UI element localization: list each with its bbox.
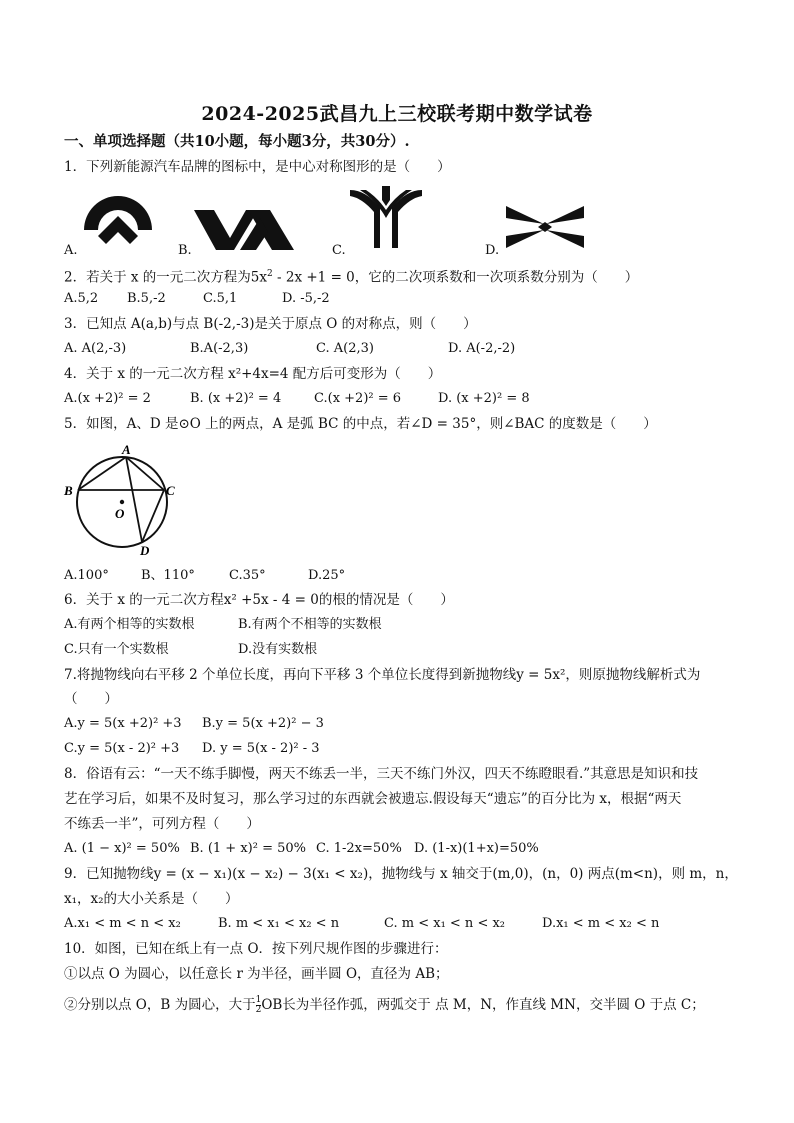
question-8-option-d: D. (1-x)(1+x)=50% bbox=[414, 841, 539, 856]
question-3-option-d: D. A(-2,-2) bbox=[448, 341, 516, 356]
question-9-option-a: A.x₁ < m < n < x₂ bbox=[64, 916, 181, 931]
question-3-option-a: A. A(2,-3) bbox=[64, 341, 127, 356]
fraction-one-half: $\frac{1}{2}$ bbox=[255, 995, 262, 1015]
question-7-option-d: D. y = 5(x - 2)² - 3 bbox=[202, 741, 320, 756]
question-1-label-a: A. bbox=[64, 243, 78, 258]
question-4-option-d: D. (x +2)² = 8 bbox=[438, 391, 530, 406]
point-label-c: C bbox=[166, 483, 175, 498]
question-6-option-a: A.有两个相等的实数根 bbox=[64, 617, 195, 632]
question-5-stem: 5．如图，A、D 是⊙O 上的两点，A 是弧 BC 的中点，若∠D = 35°，则∠BAC 的度数是（ ） bbox=[64, 416, 657, 432]
question-9-option-d: D.x₁ < m < x₂ < n bbox=[542, 916, 660, 931]
question-7-option-a: A.y = 5(x +2)² +3 bbox=[64, 716, 182, 731]
question-2-option-b: B.5,-2 bbox=[127, 291, 166, 306]
question-2-option-a: A.5,2 bbox=[64, 291, 99, 306]
question-2-option-d: D. -5,-2 bbox=[282, 291, 330, 306]
question-2-option-c: C.5,1 bbox=[203, 291, 238, 306]
question-9-option-b: B. m < x₁ < x₂ < n bbox=[218, 916, 340, 931]
question-10-line-3: ②分别以点 O，B 为圆心，大于 $\frac{1}{2}$ OB长为半径作弧，两弧交于 点 M，N，作直线 MN，交半圆 O 于点 C； bbox=[64, 995, 705, 1015]
question-1-stem: 1．下列新能源汽车品牌的图标中，是中心对称图形的是（ ） bbox=[64, 159, 451, 175]
question-10-line-1: 10．如图，已知在纸上有一点 O．按下列尺规作图的步骤进行： bbox=[64, 941, 448, 957]
point-label-b: B bbox=[64, 483, 73, 498]
question-4-option-b: B. (x +2)² = 4 bbox=[190, 391, 282, 406]
question-8-option-b: B. (1 + x)² = 50% bbox=[190, 841, 306, 856]
question-5-option-a: A.100° bbox=[64, 568, 109, 583]
question-7-option-b: B.y = 5(x +2)² − 3 bbox=[202, 716, 324, 731]
question-6-option-b: B.有两个不相等的实数根 bbox=[238, 617, 382, 632]
question-4-option-a: A.(x +2)² = 2 bbox=[64, 391, 151, 406]
question-9-option-c: C. m < x₁ < n < x₂ bbox=[384, 916, 506, 931]
logo-b-icon bbox=[194, 208, 296, 252]
question-3-stem: 3．已知点 A(a,b)与点 B(-2,-3)是关于原点 O 的对称点，则（ ） bbox=[64, 316, 477, 332]
question-6-stem: 6．关于 x 的一元二次方程x² +5x - 4 = 0的根的情况是（ ） bbox=[64, 592, 454, 608]
question-3-option-b: B.A(-2,3) bbox=[190, 341, 249, 356]
logo-d-icon bbox=[504, 204, 586, 250]
point-label-d: D bbox=[140, 543, 150, 558]
question-7-stem-continued: （ ） bbox=[64, 691, 118, 707]
question-8-line-3: 不练丢一半”，可列方程（ ） bbox=[64, 816, 260, 832]
question-8-option-c: C. 1-2x=50% bbox=[316, 841, 402, 856]
question-4-stem: 4．关于 x 的一元二次方程 x²+4x=4 配方后可变形为（ ） bbox=[64, 366, 442, 382]
question-3-option-c: C. A(2,3) bbox=[316, 341, 374, 356]
question-9-line-2: x₁，x₂的大小关系是（ ） bbox=[64, 891, 239, 907]
question-2-stem: 2．若关于 x 的一元二次方程为$5x^2 - 2x +1 = 0$，它的二次项系数和一次项系数分别为（ ） bbox=[64, 269, 639, 286]
logo-a-icon bbox=[80, 192, 156, 252]
question-1-label-b: B. bbox=[178, 243, 192, 258]
question-5-option-d: D.25° bbox=[308, 568, 346, 583]
point-label-o: O bbox=[115, 506, 125, 521]
question-9-line-1: 9．已知抛物线y = (x − x₁)(x − x₂) − 3(x₁ < x₂)，抛物线与 x 轴交于(m,0)，(n，0) 两点(m<n)，则 m，n， bbox=[64, 866, 738, 882]
question-8-line-1: 8．俗语有云：“一天不练手脚慢，两天不练丢一半，三天不练门外汉，四天不练瞪眼看.”其意思是知识和技 bbox=[64, 766, 699, 782]
question-1-label-d: D. bbox=[485, 243, 500, 258]
page-title: 2024-2025武昌九上三校联考期中数学试卷 bbox=[201, 103, 593, 125]
question-6-option-d: D.没有实数根 bbox=[238, 642, 318, 657]
question-10-line-2: ①以点 O 为圆心，以任意长 r 为半径，画半圆 O，直径为 AB； bbox=[64, 966, 449, 982]
question-8-line-2: 艺在学习后，如果不及时复习，那么学习过的东西就会被遗忘.假设每天“遗忘”的百分比为 x，根据“两天 bbox=[64, 791, 682, 807]
question-5-option-c: C.35° bbox=[229, 568, 266, 583]
question-7-stem: 7.将抛物线向右平移 2 个单位长度，再向下平移 3 个单位长度得到新抛物线y = 5x²，则原抛物线解析式为 bbox=[64, 667, 701, 683]
question-1-label-c: C. bbox=[332, 243, 346, 258]
question-8-option-a: A. (1 − x)² = 50% bbox=[64, 841, 180, 856]
question-4-option-c: C.(x +2)² = 6 bbox=[314, 391, 402, 406]
logo-c-icon bbox=[346, 186, 426, 250]
point-label-a: A bbox=[122, 442, 131, 457]
question-6-option-c: C.只有一个实数根 bbox=[64, 642, 169, 657]
circle-diagram bbox=[62, 440, 182, 558]
section-heading: 一、单项选择题（共10小题，每小题3分，共30分）. bbox=[64, 133, 410, 150]
question-5-option-b: B、110° bbox=[141, 568, 195, 583]
question-7-option-c: C.y = 5(x - 2)² +3 bbox=[64, 741, 180, 756]
